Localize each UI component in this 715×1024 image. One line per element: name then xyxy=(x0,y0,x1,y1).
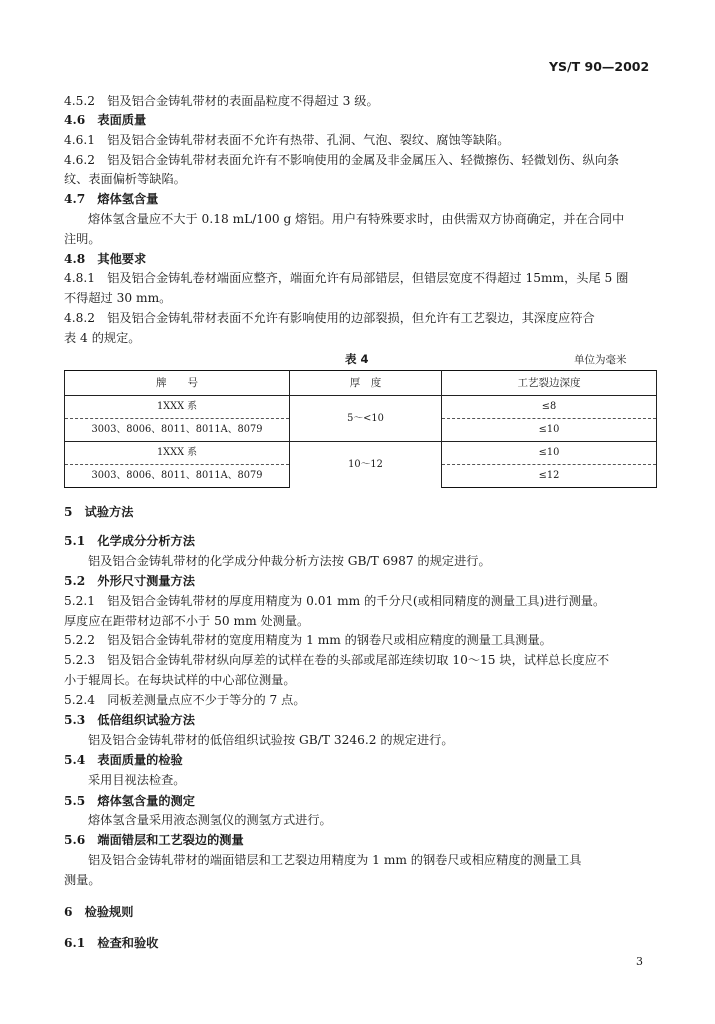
heading-5-6: 5.6 端面错层和工艺裂边的测量 xyxy=(64,833,244,847)
thickness-cell: 5～<10 xyxy=(290,396,442,442)
document-code: YS/T 90—2002 xyxy=(549,59,650,74)
clause-4-7-line2: 注明。 xyxy=(64,232,101,246)
clause-4-8-2-line2: 表 4 的规定。 xyxy=(64,331,141,345)
clause-5-2-1-line1: 5.2.1 铝及铝合金铸轧带材的厚度用精度为 0.01 mm 的千分尺(或相同精度的测量工具)进行测量。 xyxy=(64,594,606,608)
heading-6: 6 检验规则 xyxy=(64,905,134,919)
header-crack-depth: 工艺裂边深度 xyxy=(442,371,657,396)
clause-5-3: 铝及铝合金铸轧带材的低倍组织试验按 GB/T 3246.2 的规定进行。 xyxy=(88,733,454,747)
heading-6-1: 6.1 检查和验收 xyxy=(64,936,159,950)
clause-5-2-1-line2: 厚度应在距带材边部不小于 50 mm 处测量。 xyxy=(64,614,310,628)
clause-5-5: 熔体氢含量采用液态测氢仪的测氢方式进行。 xyxy=(88,813,332,827)
grade-cell: 3003、8006、8011、8011A、8079 xyxy=(65,419,290,442)
heading-4-7: 4.7 熔体氢含量 xyxy=(64,192,159,206)
clause-4-5-2: 4.5.2 铝及铝合金铸轧带材的表面晶粒度不得超过 3 级。 xyxy=(64,94,379,108)
heading-5-2: 5.2 外形尺寸测量方法 xyxy=(64,574,195,588)
table-header-row xyxy=(65,371,657,396)
clause-4-6-2-line1: 4.6.2 铝及铝合金铸轧带材表面允许有不影响使用的金属及非金属压入、轻微擦伤、轻微划伤、纵向条 xyxy=(64,153,620,167)
page-number: 3 xyxy=(636,955,643,968)
clause-5-2-3-line2: 小于辊周长。在每块试样的中心部位测量。 xyxy=(64,673,296,687)
thickness-cell: 10～12 xyxy=(290,442,442,488)
clause-5-2-4: 5.2.4 同板差测量点应不少于等分的 7 点。 xyxy=(64,693,306,707)
depth-cell: ≤12 xyxy=(442,465,657,488)
table-caption: 表 4 xyxy=(345,352,369,366)
depth-cell: ≤10 xyxy=(442,442,657,465)
depth-cell: ≤8 xyxy=(442,396,657,419)
heading-5-3: 5.3 低倍组织试验方法 xyxy=(64,713,195,727)
clause-5-2-2: 5.2.2 铝及铝合金铸轧带材的宽度用精度为 1 mm 的钢卷尺或相应精度的测量工具测量。 xyxy=(64,633,552,647)
clause-4-8-2-line1: 4.8.2 铝及铝合金铸轧带材表面不允许有影响使用的边部裂损，但允许有工艺裂边，其深度应符合 xyxy=(64,311,595,325)
clause-4-7-line1: 熔体氢含量应不大于 0.18 mL/100 g 熔铝。用户有特殊要求时，由供需双方协商确定，并在合同中 xyxy=(88,212,625,226)
clause-4-8-1-line2: 不得超过 30 mm。 xyxy=(64,291,172,305)
table-unit: 单位为毫米 xyxy=(574,354,627,366)
heading-5-5: 5.5 熔体氢含量的测定 xyxy=(64,794,195,808)
grade-cell: 1XXX 系 xyxy=(65,396,290,419)
table-4 xyxy=(64,370,657,488)
clause-4-6-1: 4.6.1 铝及铝合金铸轧带材表面不允许有热带、孔洞、气泡、裂纹、腐蚀等缺陷。 xyxy=(64,133,510,147)
heading-4-6: 4.6 表面质量 xyxy=(64,113,147,127)
heading-5: 5 试验方法 xyxy=(64,505,134,519)
header-grade: 牌 号 xyxy=(65,371,290,396)
depth-cell: ≤10 xyxy=(442,419,657,442)
clause-4-6-2-line2: 纹、表面偏析等缺陷。 xyxy=(64,172,186,186)
clause-5-2-3-line1: 5.2.3 铝及铝合金铸轧带材纵向厚差的试样在卷的头部或尾部连续切取 10～15 块，试样总长度应不 xyxy=(64,653,610,667)
table-row xyxy=(65,396,657,419)
grade-cell: 3003、8006、8011、8011A、8079 xyxy=(65,465,290,488)
clause-5-1: 铝及铝合金铸轧带材的化学成分仲裁分析方法按 GB/T 6987 的规定进行。 xyxy=(88,554,491,568)
clause-5-4: 采用目视法检查。 xyxy=(88,773,186,787)
heading-5-1: 5.1 化学成分分析方法 xyxy=(64,534,195,548)
clause-5-6-line1: 铝及铝合金铸轧带材的端面错层和工艺裂边用精度为 1 mm 的钢卷尺或相应精度的测量工具 xyxy=(88,853,582,867)
clause-4-8-1-line1: 4.8.1 铝及铝合金铸轧卷材端面应整齐，端面允许有局部错层，但错层宽度不得超过 15mm，头尾 5 圈 xyxy=(64,271,629,285)
heading-5-4: 5.4 表面质量的检验 xyxy=(64,753,183,767)
table-row xyxy=(65,442,657,465)
heading-4-8: 4.8 其他要求 xyxy=(64,252,147,266)
header-thickness: 厚 度 xyxy=(290,371,442,396)
clause-5-6-line2: 测量。 xyxy=(64,873,101,887)
grade-cell: 1XXX 系 xyxy=(65,442,290,465)
